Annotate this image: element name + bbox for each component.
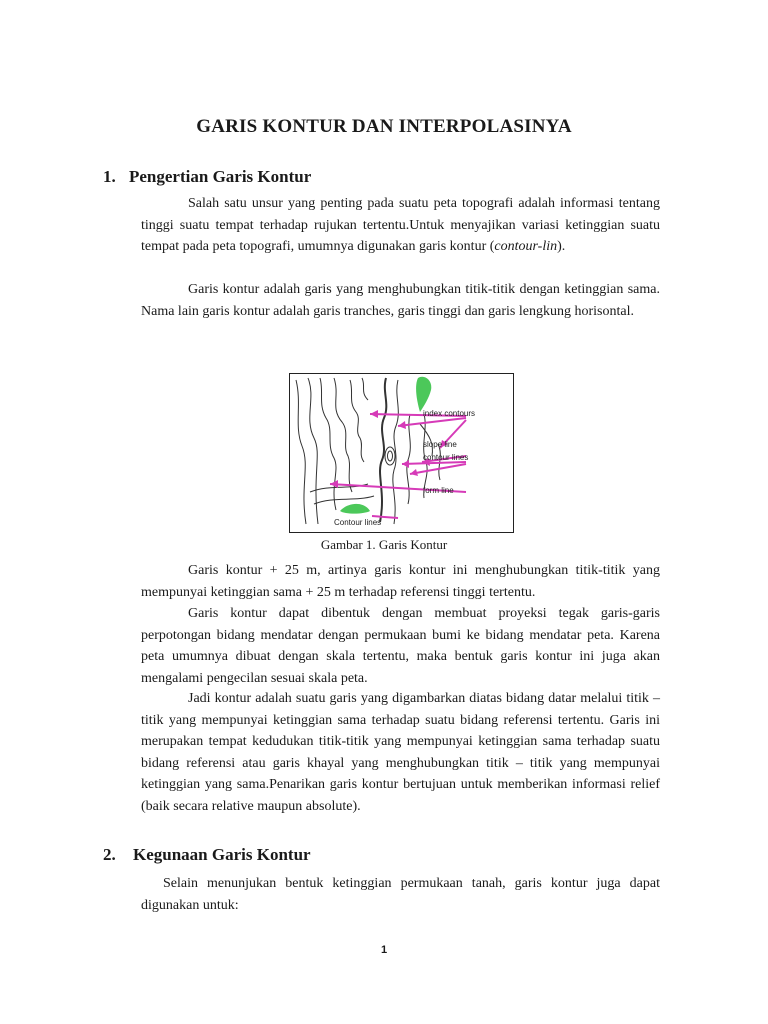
section-heading-text: Kegunaan Garis Kontur	[133, 845, 311, 864]
paragraph	[141, 688, 660, 817]
page-number: 1	[380, 944, 388, 956]
paragraph	[141, 560, 660, 603]
section-number: 2.	[103, 845, 116, 864]
paragraph-text: Garis kontur adalah garis yang menghubungkan titik-titik dengan ketinggian sama. Nama lain garis kontur adalah garis tranches, garis tinggi dan garis lengkung horisontal.	[141, 282, 660, 319]
italic-term: contour-lin	[494, 239, 558, 254]
paragraph	[141, 193, 660, 258]
paragraph-text: Garis kontur dapat dibentuk dengan membuat proyeksi tegak garis-garis perpotongan bidang mendatar dengan permukaan bumi ke bidang mendatar peta. Karena peta umumnya dibuat dengan skala tertentu, maka bentuk garis kontur ini juga akan mengalami pengecilan sesuai skala peta.	[141, 606, 660, 686]
paragraph-text: Selain menunjukan bentuk ketinggian permukaan tanah, garis kontur juga dapat digunakan untuk:	[141, 876, 660, 913]
label-form-line: form line	[423, 486, 454, 495]
section-heading-text: Pengertian Garis Kontur	[129, 167, 312, 186]
paragraph-text: Jadi kontur adalah suatu garis yang digambarkan diatas bidang datar melalui titik –titik yang mempunyai ketinggian sama terhadap suatu bidang referensi tertentu. Garis ini merupakan tempat kedudukan titik-titik yang mempunyai ketinggian sama terhadap suatu bidang referensi atau garis khayal yang menghubungkan titik – titik yang mempunyai ketinggian yang sama.Penarikan garis kontur bertujuan untuk memberikan informasi relief (baik secara relative maupun absolute).	[141, 691, 660, 814]
vegetation-area	[340, 504, 370, 514]
paragraph	[141, 873, 660, 916]
section-heading-2	[103, 845, 311, 865]
section-number: 1.	[103, 167, 116, 186]
figure-caption: Gambar 1. Garis Kontur	[320, 537, 448, 552]
document-title: GARIS KONTUR DAN INTERPOLASINYA	[196, 116, 572, 137]
label-contour-lines: contour lines	[423, 453, 469, 462]
contour-diagram-svg	[290, 374, 513, 532]
label-slope-line: slope line	[423, 440, 457, 449]
paragraph	[141, 279, 660, 322]
paragraph	[141, 603, 660, 689]
paragraph-text-end: ).	[557, 239, 566, 254]
paragraph-text: Garis kontur + 25 m, artinya garis kontur ini menghubungkan titik-titik yang mempunyai ketinggian sama + 25 m terhadap referensi tinggi tertentu.	[141, 563, 660, 600]
figure-contour-diagram	[289, 373, 514, 533]
label-contour-lines-bottom: Contour lines	[334, 518, 382, 527]
label-index-contours: index contours	[423, 409, 476, 418]
arrows-group	[330, 414, 469, 518]
paragraph-text: Salah satu unsur yang penting pada suatu peta topografi adalah informasi tentang tinggi suatu tempat terhadap rujukan tertentu.Untuk menyajikan variasi ketinggian suatu tempat pada peta topografi, umumnya digunakan garis kontur (	[141, 196, 660, 254]
section-heading-1	[103, 167, 311, 187]
vegetation-area	[416, 377, 431, 412]
